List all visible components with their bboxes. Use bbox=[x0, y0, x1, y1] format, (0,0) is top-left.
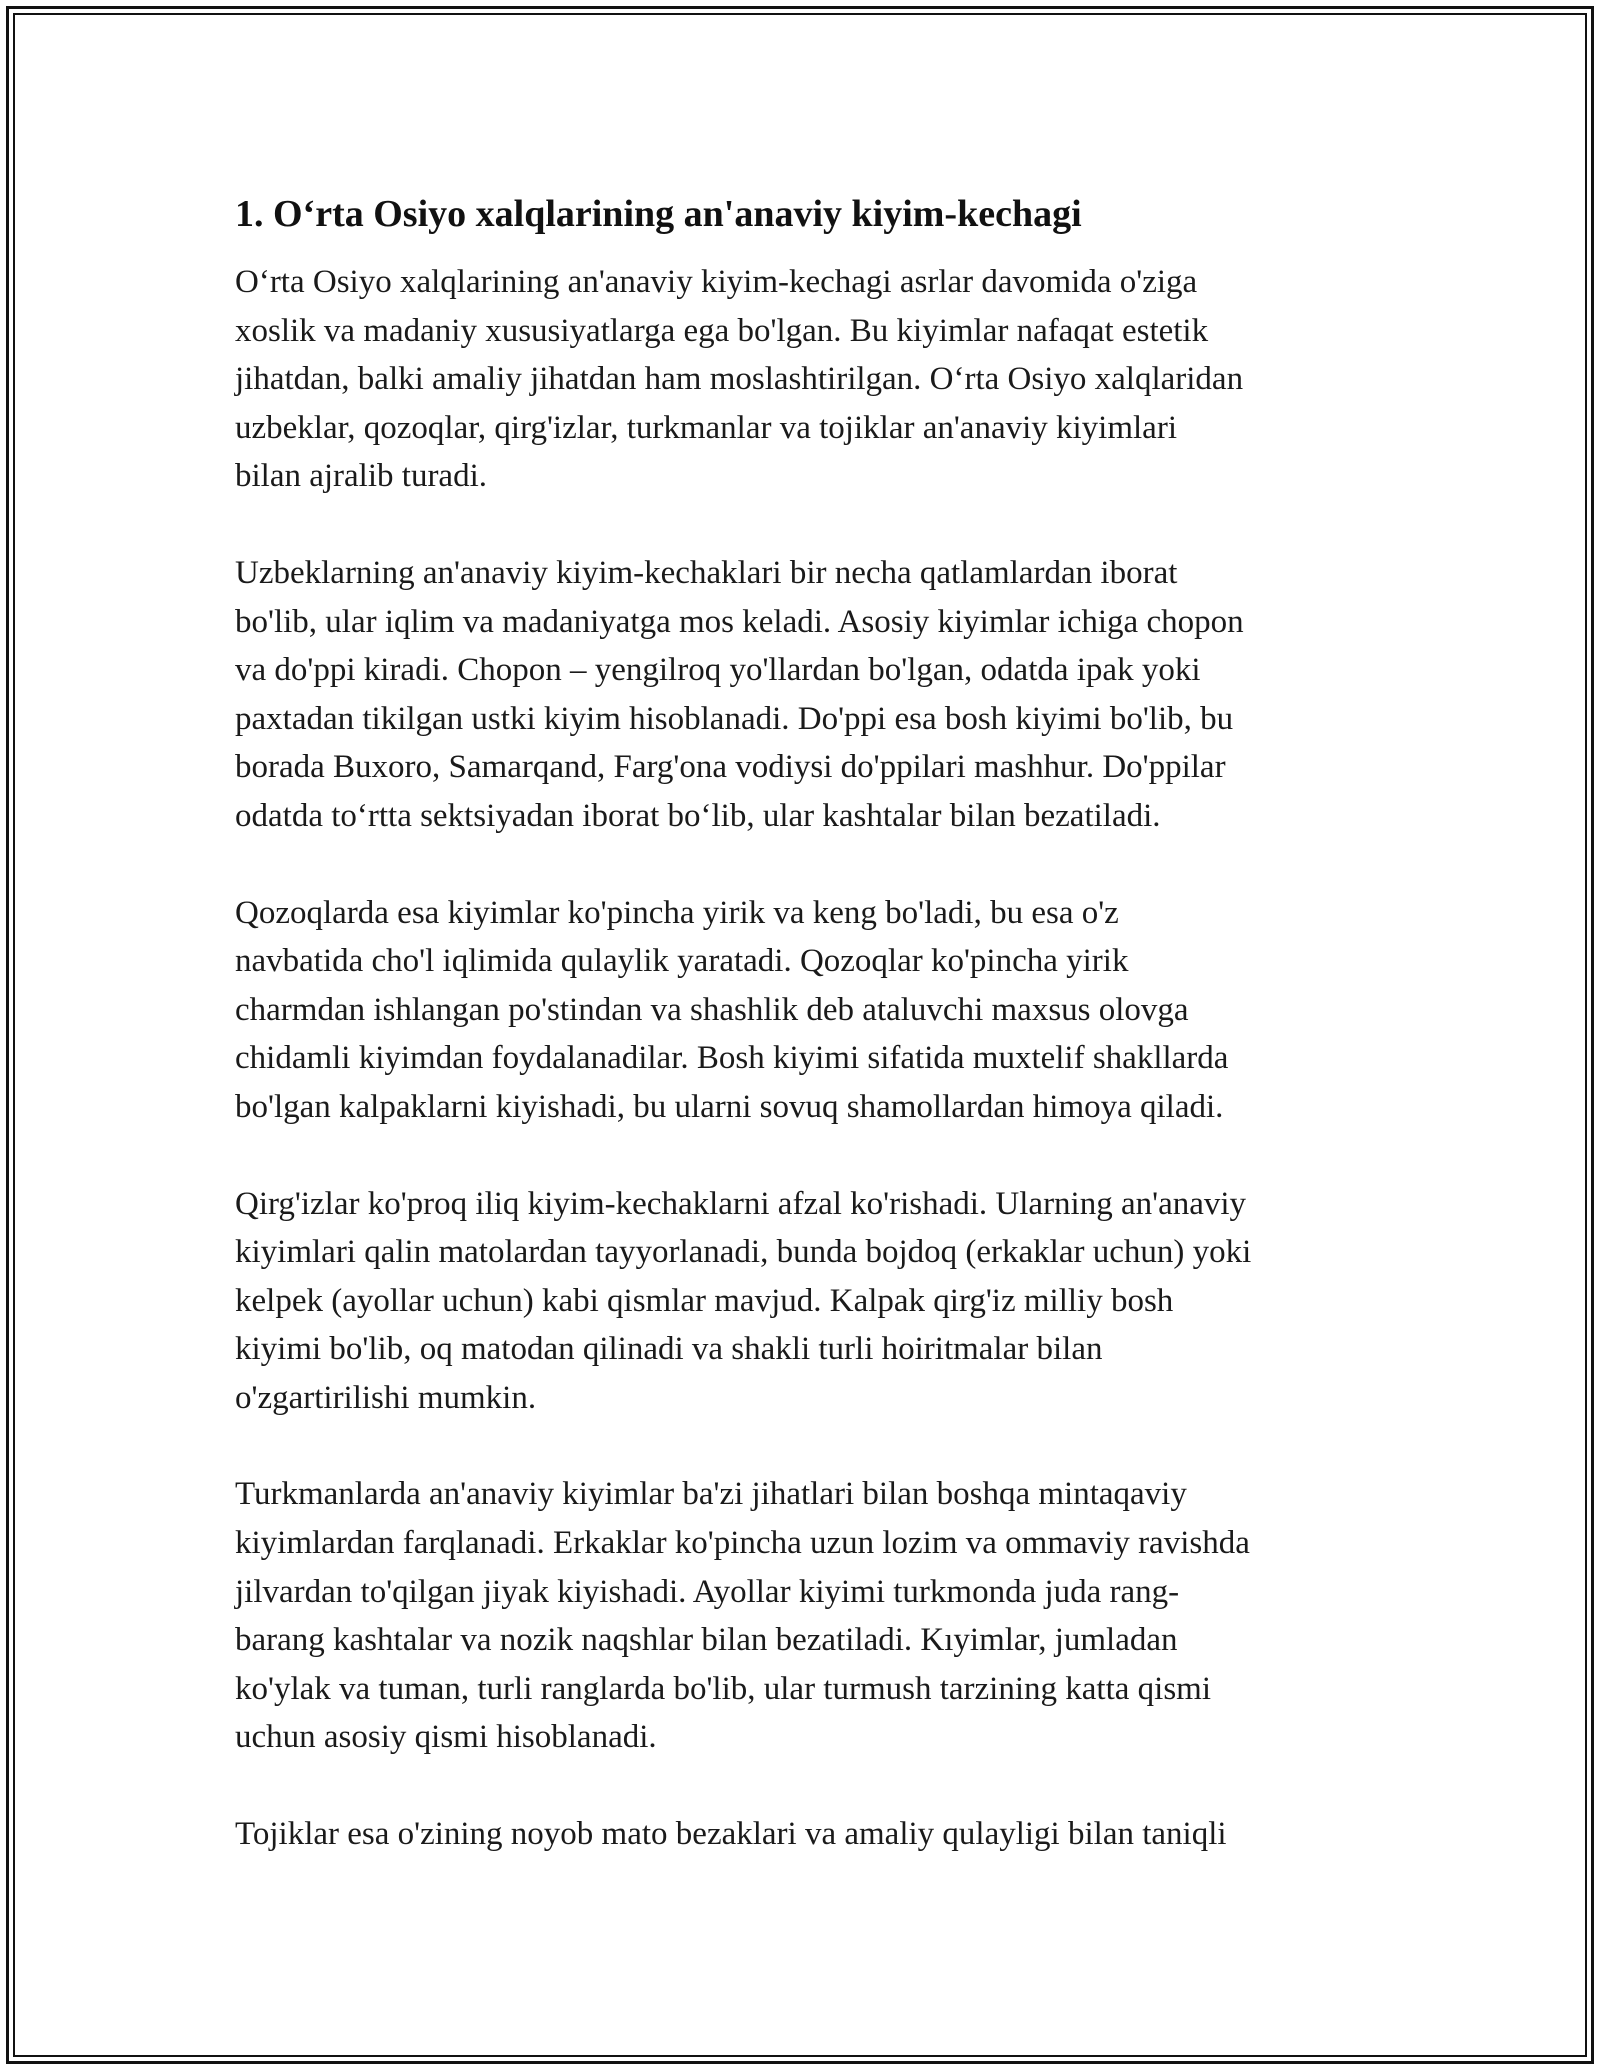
text-line: Qirg'izlar ko'proq iliq kiyim-kechaklarni afzal ko'rishadi. Ularning an'anaviy bbox=[235, 1185, 1247, 1222]
text-line: navbatida cho'l iqlimida qulaylik yaratadi. Qozoqlar ko'pincha yirik bbox=[235, 943, 1129, 980]
document-body bbox=[235, 186, 1370, 1907]
text-line: jihatdan, balki amaliy jihatdan ham moslashtirilgan. O‘rta Osiyo xalqlaridan bbox=[235, 361, 1244, 398]
paragraph-uzbeks bbox=[235, 549, 1370, 841]
text-line: kelpek (ayollar uchun) kabi qismlar mavjud. Kalpak qirg'iz milliy bosh bbox=[235, 1282, 1174, 1319]
text-line: borada Buxoro, Samarqand, Farg'ona vodiysi do'ppilari mashhur. Do'ppilar bbox=[235, 749, 1226, 786]
text-line: Uzbeklarning an'anaviy kiyim-kechaklari bir necha qatlamlardan iborat bbox=[235, 554, 1178, 591]
text-line: charmdan ishlangan po'stindan va shashlik deb ataluvchi maxsus olovga bbox=[235, 991, 1189, 1028]
text-line: bilan ajralib turadi. bbox=[235, 458, 487, 495]
text-line: bo'lib, ular iqlim va madaniyatga mos keladi. Asosiy kiyimlar ichiga chopon bbox=[235, 603, 1244, 640]
paragraph-intro bbox=[235, 258, 1370, 501]
paragraph-kazakhs bbox=[235, 889, 1370, 1132]
text-line: jilvardan to'qilgan jiyak kiyishadi. Ayollar kiyimi turkmonda juda rang- bbox=[235, 1573, 1180, 1610]
section-heading: 1. O‘rta Osiyo xalqlarining an'anaviy kiyim-kechagi bbox=[235, 193, 1082, 235]
paragraph-tajiks bbox=[235, 1810, 1370, 1859]
text-line: ko'ylak va tuman, turli ranglarda bo'lib, ular turmush tarzining katta qismi bbox=[235, 1670, 1211, 1707]
paragraph-turkmens bbox=[235, 1470, 1370, 1762]
text-line: xoslik va madaniy xususiyatlarga ega bo'lgan. Bu kiyimlar nafaqat estetik bbox=[235, 312, 1209, 349]
text-line: chidamli kiyimdan foydalanadilar. Bosh kiyimi sifatida muxtelif shakllarda bbox=[235, 1040, 1229, 1077]
text-line: barang kashtalar va nozik naqshlar bilan bezatiladi. Kıyimlar, jumladan bbox=[235, 1622, 1178, 1659]
text-line: kiyimi bo'lib, oq matodan qilinadi va shakli turli hoiritmalar bilan bbox=[235, 1331, 1103, 1368]
text-line: o'zgartirilishi mumkin. bbox=[235, 1379, 537, 1416]
text-line: paxtadan tikilgan ustki kiyim hisoblanadi. Do'ppi esa bosh kiyimi bo'lib, bu bbox=[235, 700, 1234, 737]
text-line: Tojiklar esa o'zining noyob mato bezaklari va amaliy qulayligi bilan taniqli bbox=[235, 1816, 1227, 1853]
text-line: va do'ppi kiradi. Chopon – yengilroq yo'llardan bo'lgan, odatda ipak yoki bbox=[235, 652, 1201, 689]
text-line: kiyimlardan farqlanadi. Erkaklar ko'pincha uzun lozim va ommaviy ravishda bbox=[235, 1525, 1250, 1562]
paragraph-kyrgyz bbox=[235, 1180, 1370, 1423]
text-line: bo'lgan kalpaklarni kiyishadi, bu ularni sovuq shamollardan himoya qiladi. bbox=[235, 1088, 1224, 1125]
text-line: uzbeklar, qozoqlar, qirg'izlar, turkmanlar va tojiklar an'anaviy kiyimlari bbox=[235, 409, 1177, 446]
text-line: Turkmanlarda an'anaviy kiyimlar ba'zi jihatlari bilan boshqa mintaqaviy bbox=[235, 1476, 1187, 1513]
text-line: odatda to‘rtta sektsiyadan iborat bo‘lib, ular kashtalar bilan bezatiladi. bbox=[235, 797, 1161, 834]
text-line: Qozoqlarda esa kiyimlar ko'pincha yirik va keng bo'ladi, bu esa o'z bbox=[235, 894, 1119, 931]
text-line: uchun asosiy qismi hisoblanadi. bbox=[235, 1719, 657, 1756]
text-line: O‘rta Osiyo xalqlarining an'anaviy kiyim-kechagi asrlar davomida o'ziga bbox=[235, 264, 1198, 300]
text-line: kiyimlari qalin matolardan tayyorlanadi, bunda bojdoq (erkaklar uchun) yoki bbox=[235, 1234, 1252, 1271]
